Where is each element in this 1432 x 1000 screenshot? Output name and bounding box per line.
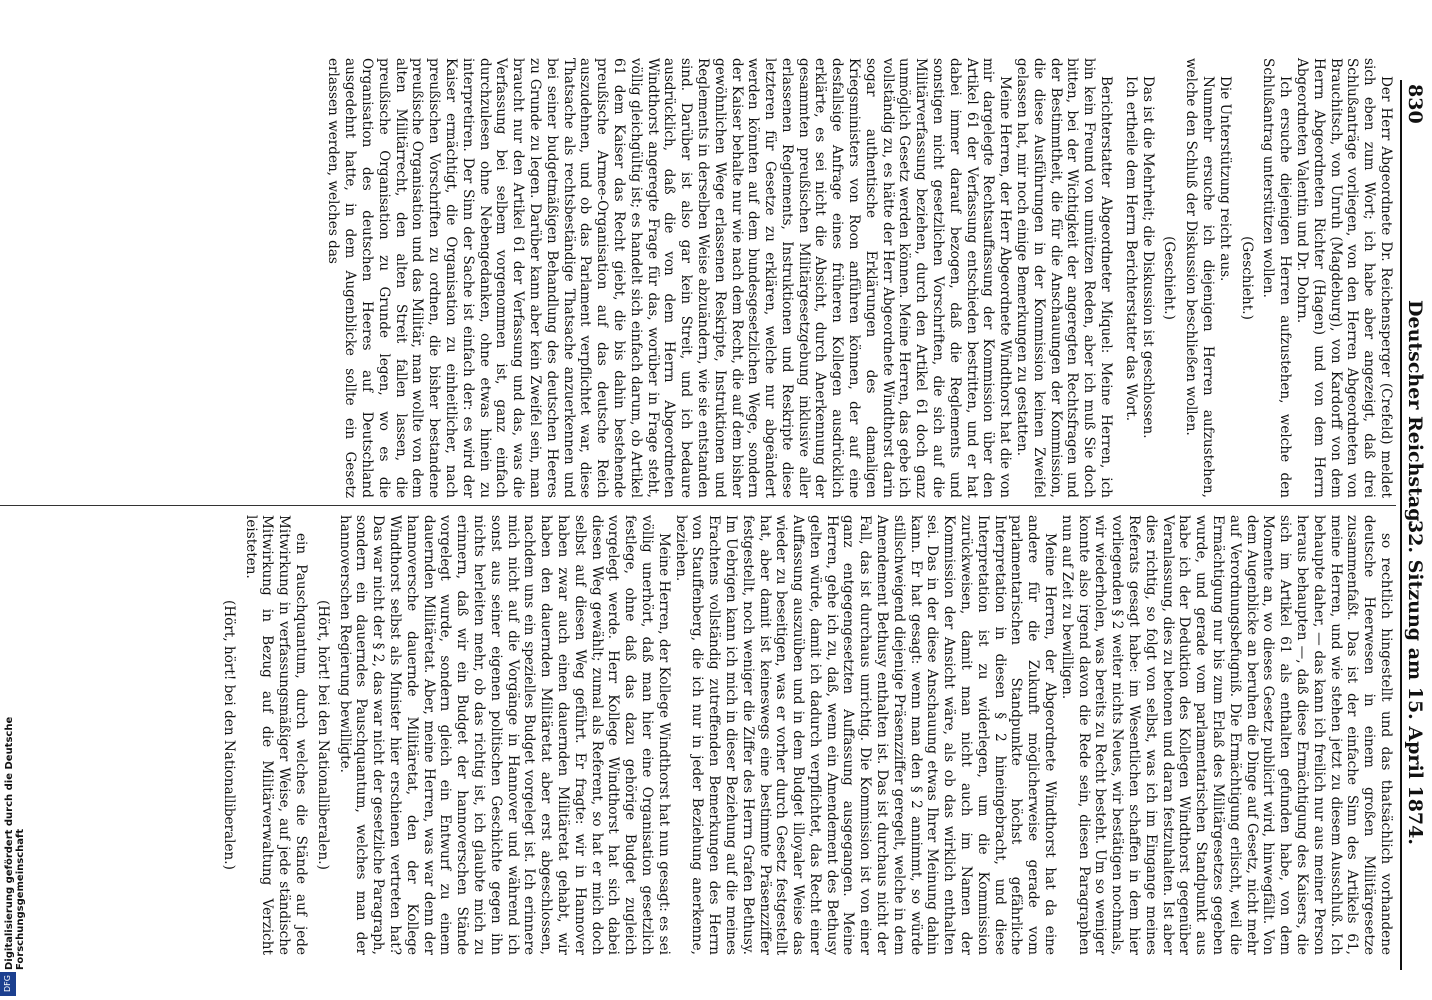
dfg-logo-icon: DFG [0,972,16,996]
paragraph: Ich ertheile dem Herrn Berichterstatter das Wort. [1122,76,1139,422]
right-column [215,515,1394,955]
column-separator [0,505,1396,506]
stage-direction: (Hört, hört! bei den Nationalliberalen.) [220,600,237,870]
stage-direction: (Geschieht.) [1238,236,1255,320]
page-header-session: 32. Sitzung am 15. April 1874. [1404,520,1426,845]
stage-direction: (Geschieht.) [1161,236,1178,320]
stage-direction: (Hört, hört! bei den Nationalliberalen.) [314,600,331,870]
paragraph: ein Pauschquantum, durch welches die Stände auf jede Mitwirkung in verfassungsmäßiger Weise, auf jede ständische Mitwirkung in Bezug auf die Militärverwaltung Verzicht leisteten. [242,515,309,955]
page-header-title: Deutscher Reichstag. [1404,300,1426,529]
paragraph: Meine Herren, der Abgeordnete Windthorst hat da eine andere für die Zukunft möglicherweise gerade vom parlamentarischen Standpunkte höchst gefährliche Interpretation in diesen § 2 hineingebracht, und diese Interpretation ist zu widerlegen, um die Kommission zurückweisen, damit man nicht auch im Namen der Kommission der Ansicht wäre, als ob das wirklich enthalten sei. Das in der diese Anschauung etwas Ihrer Meinung dahin kann. Er hat gesagt: wenn man den § 2 annimmt, so würde stillschweigend diejenige Präsenzziffer geregelt, welche in dem Amendement Bethusy enthalten ist. Das ist durchaus nicht der Fall, das ist durchaus unrichtig. Die Kommission ist von einer ganz entgegengesetzten Auffassung ausgegangen. Meine Herren, gehe ich zu, daß, wenn ein Amendement des Bethusy gelten würde, damit ich dadurch verpflichtet, das Recht einer Auffassung auszuüben und in dem Budget illoyaler Weise das wieder zu beseitigen, was er vorher durch Gesetz festgestellt hat, aber damit ist keineswegs eine bestimmte Präsenzziffer festgestellt, noch weniger die Ziffer des Herrn Grafen Bethusy. Im Uebrigen kann ich mich in dieser Beziehung auf die meines Erachtens vollständig zutreffenden Bemerkungen des Herrn von Stauffenberg, die ich nur in jeder Beziehung anerkenne, beziehen. [672,515,1059,955]
page-number: 830 [1404,84,1426,124]
paragraph: Ich ersuche diejenigen Herren aufzustehen, welche den Schlußantrag unterstützen wollen. [1260,58,1294,498]
paragraph: Meine Herren, der Kollege Windthorst hat nun gesagt: es sei völlig unerhört, daß man hier eine Organisation gesetzlich festlege, ohne daß das dazu gehörige Budget zugleich vorgelegt werde. Herr Kollege Windthorst hat sich dabei diesen Weg gewählt; zumal als Referent, so hat er mich doch selbst auf diesen Weg geführt. Er fragte: wir in Hannover haben zwar auch einen dauernden Militäretat gehabt, wir haben den dauernden Militäretat aber erst abgeschlossen, nachdem uns ein spezielles Budget vorgelegt ist. Ich erinnere mich nicht auf die Vorgänge in Hannover und während ich sonst aus seiner eigenen politischen Geschichte gegen ihn nichts herleiten mehr, ob das richtig ist, ich glaubte mich zu erinnern, daß wir ein Budget der hannoverschen Stände vorgelegt wurde, sondern gleich ein Entwurf zu einem dauernden Militäretat. Aber, meine Herren, was war denn der hannoversche dauernde Militäretat, den der Kollege Windthorst selbst als Minister hier erschienen vertreten hat? Das war nicht der § 2, das war nicht der gesetzliche Paragraph, sondern ein dauerndes Pauschquantum, welches man der hannoverschen Regierung bewilligte. [336,515,672,955]
paragraph: Meine Herren, der Herr Abgeordnete Windthorst hat die von mir dargelegte Rechtsauffassung der Kommission über den Artikel 61 der Verfassung entschieden bestritten, und er hat dabei immer darauf bezogen, daß die Reglements und sonstigen nicht gesetzlichen Vorschriften, die sich auf die Militärverfassung beziehen, durch den Artikel 61 doch ganz unmöglich Gesetz werden können. Meine Herren, das gebe ich vollständig zu, es hätte der Herr Abgeordnete Windthorst darin sogar authentische Erklärungen des damaligen Kriegsministers von Roon anführen können, der auf eine desfallsige Anfrage eines früheren Kollegen ausdrücklich erklärte, es sei nicht die Absicht, durch Anerkennung der gesammten preußischen Militärgesetzgebung inklusive aller erlassenen Reglements, Instruktionen und Reskripte diese letzteren für Gesetze zu erklären, welche nur abgeändert werden könnten auf dem bundesgesetzlichen Wege, sondern der Kaiser behalte nur wie nach dem Recht, die auf dem bisher gewöhnlichen Wege erlassenen Reskripte, Instruktionen und Reglements in derselben Weise abzuändern, wie sie entstanden sind. Darüber ist also gar kein Streit, und ich bedaure ausdrücklich, daß die von dem Herrn Abgeordneten Windthorst angeregte Frage für das, worüber in Frage steht, völlig gleichgültig ist; es handelt sich einfach darum, ob Artikel 61 dem Kaiser das Recht giebt, die bis dahin bestehende preußische Armee-Organisation auf das deutsche Reich auszudehnen, und ob das Parlament verpflichtet war, diese Thatsache als rechtsbeständige Thatsache anzuerkennen und bei seiner budgetmäßigen Behandlung des deutschen Heeres zu Grunde zu legen. Darüber kann aber kein Zweifel sein, man braucht nur den Artikel 61 der Verfassung und das, was die Verfassung bei selbem vorgenommen ist, ganz einfach durchzulesen ohne Nebengedanken, ohne etwas hinein zu interpretiren. Der Sinn der Sache ist einfach der: es wird der Kaiser ermächtigt, die Organisation zu einheitlicher, nach preußischen Vorschriften zu ordnen, die bisher bestandene preußische Organisation und das Militär, man wollte von dem alten Militärrecht, den alten Streit fallen lassen, die preußische Organisation zu Grunde legen, wo es die Organisation des deutschen Heeres auf Deutschland ausgedehnt hatte, in dem Augenblicke sollte ein Gesetz erlassen werden, welches das [325,58,1014,498]
left-column [325,58,1394,498]
paragraph: Die Unterstützung reicht aus. [1216,76,1233,282]
paragraph: Der Herr Abgeordnete Dr. Reichensperger (Crefeld) meldet sich eben zum Wort; ich habe aber angezeigt, daß drei Schlußanträge vorliegen, von den Herren Abgeordneten von Brauchitsch, von Unruh (Magdeburg), von Kardorff von dem Herrn Abgeordneten Richter (Hagen) und von dem Herrn Abgeordneten Valentin und Dr. Dohrn. [1294,58,1394,498]
header-rule [1400,80,1402,970]
paragraph: so rechtlich hingestellt und das thatsächlich vorhandene deutsche Heerwesen in einem großen Militärgesetze zusammenfaßt. Das ist der einfache Sinn des Artikels 61, meine Herren, und wie stehen jetzt zu diesem Ausschluß. Ich behaupte daher, — das kann ich freilich nur aus meiner Person heraus behaupten —, daß diese Ermächtigung des Kaisers, die sich im Artikel 61 als enthalten gefunden habe, von dem Momente an, wo dieses Gesetz publicirt wird, hinwegfällt. Von dem Augenblicke an beruhen die Dinge auf Gesetz, nicht mehr auf Verordnungsbefugniß. Die Ermächtigung erlischt, weil die Ermächtigung nur bis zum Erlaß des Militärgesetzes gegeben wurde, und gerade vom parlamentarischen Standpunkt aus habe ich der Deduktion des Kollegen Windthorst gegenüber Veranlassung, dies zu betonen und daran festzuhalten. Ist aber dies richtig, so folgt von selbst, was ich im Eingange meines Referats gesagt habe: im Wesentlichen schaffen in dem hier vorliegenden § 2 weiter nichts Neues, wir bestätigen nochmals, wir wiederholen, was bereits zu Recht besteht. Um so weniger konnte also irgend davon die Rede sein, diesen Paragraphen nun auf Zeit zu bewilligen. [1058,515,1394,955]
paragraph: Nunmehr ersuche ich diejenigen Herren aufzustehen, welche den Schluß der Diskussion beschließen wollen. [1183,58,1217,498]
paragraph: Berichterstatter Abgeordneter Miquel: Meine Herren, ich bin kein Freund von unnützen Reden, aber ich muß Sie doch bitten, bei der Wichtigkeit der angeregten Rechtsfragen und der Bestimmtheit, die für die Anschauungen der Kommission, die diese Ausführungen in der Kommission keinen Zweifel gelassen hat, mir noch einige Bemerkungen zu gestatten. [1014,58,1115,498]
paragraph: Das ist die Mehrheit; die Diskussion ist geschlossen. [1139,76,1156,439]
digitization-note: Digitalisierung gefördert durch die Deutsche Forschungsgemeinschaft [4,716,26,970]
